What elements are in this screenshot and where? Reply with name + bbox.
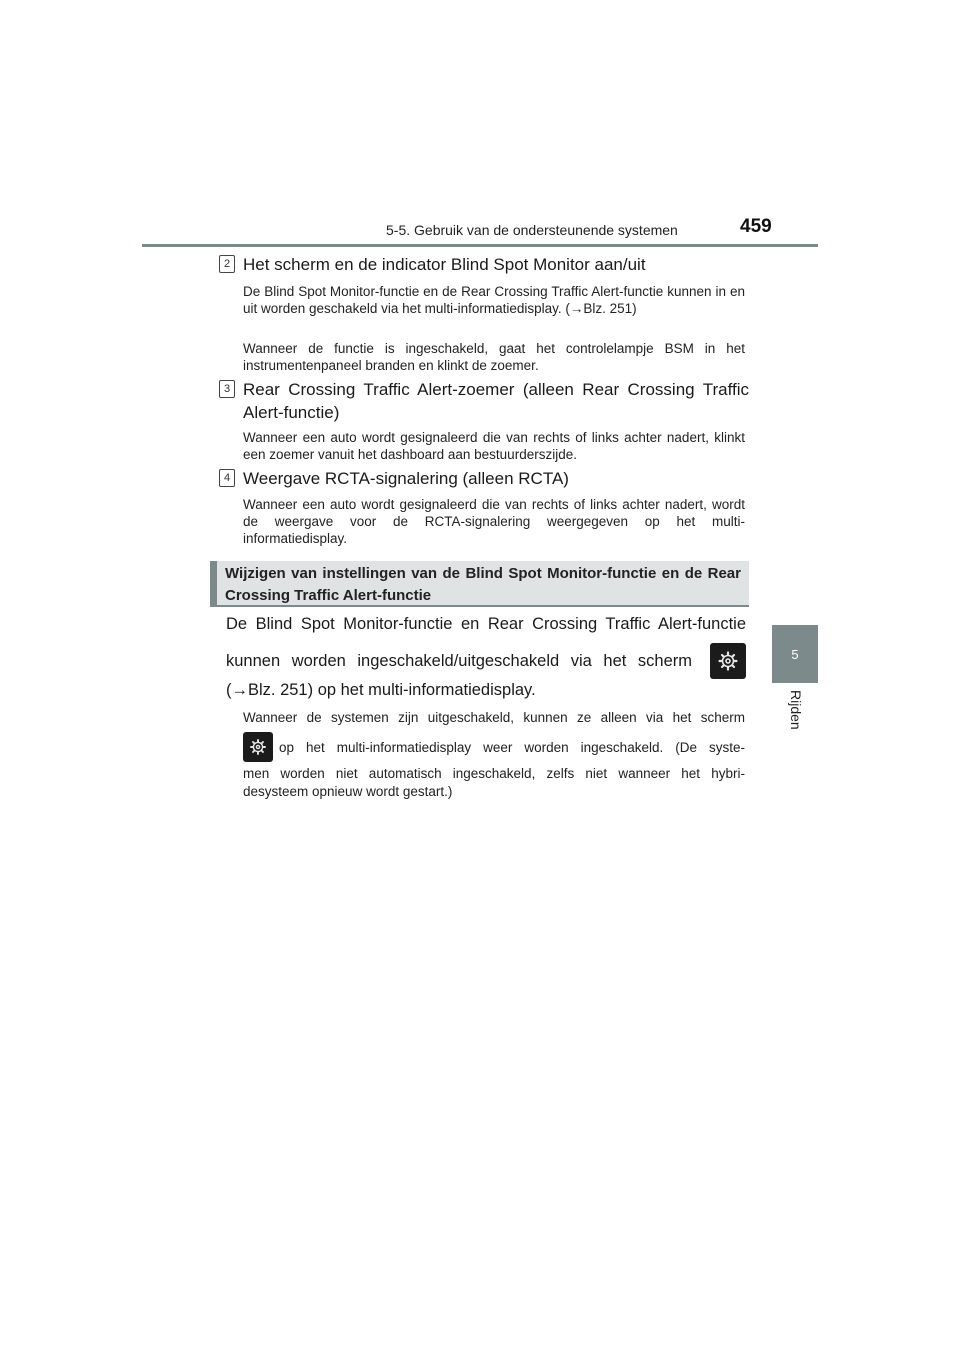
- body-line-2-text: kunnen worden ingeschakeld/uitgeschakeld via het scherm: [226, 651, 692, 670]
- chapter-tab: [772, 625, 818, 683]
- section-title: Wijzigen van instellingen van de Blind Spot Monitor-functie en de Rear Crossing Traffic Alert-functie: [225, 565, 741, 604]
- item-number-badge: 2: [219, 255, 235, 273]
- body-line-2: [226, 643, 746, 679]
- item-3-paragraph-1: Wanneer een auto wordt gesignaleerd die van rechts of links achter nadert, klinkt een zoemer vanuit het dashboard aan bestuurderszijde.: [243, 430, 745, 462]
- item-heading-text: Rear Crossing Traffic Alert-zoemer (alleen Rear Crossing Traffic Alert-functie): [243, 380, 749, 422]
- item-number-badge: 3: [219, 380, 235, 398]
- page-section-title: 5-5. Gebruik van de ondersteunende systemen: [386, 222, 678, 238]
- item-4-paragraph-1: Wanneer een auto wordt gesignaleerd die van rechts of links achter nadert, wordt de weergave voor de RCTA-signalering weergegeven op het multi-informatiedisplay.: [243, 497, 745, 546]
- note-line-4: desysteem opnieuw wordt gestart.): [243, 784, 453, 799]
- gear-icon: [243, 732, 273, 762]
- item-2-heading: [219, 253, 749, 276]
- item-4-heading: [219, 467, 749, 490]
- body-line-3: (→Blz. 251) op het multi-informatiedisplay.: [226, 681, 536, 699]
- section-heading-box: [210, 561, 749, 607]
- chapter-number: 5: [791, 646, 799, 662]
- note-line-1: Wanneer de systemen zijn uitgeschakeld, kunnen ze alleen via het scherm: [243, 710, 745, 725]
- item-2-paragraph-1: De Blind Spot Monitor-functie en de Rear Crossing Traffic Alert-functie kunnen in en uit worden geschakeld via het multi-informatiedisplay. (→Blz. 251): [243, 284, 745, 316]
- gear-icon: [710, 643, 746, 679]
- item-2-paragraph-2: Wanneer de functie is ingeschakeld, gaat het controlelampje BSM in het instrumentenpaneel branden en klinkt de zoemer.: [243, 341, 745, 373]
- body-line-1: De Blind Spot Monitor-functie en Rear Crossing Traffic Alert-functie: [226, 615, 746, 633]
- item-number-badge: 4: [219, 469, 235, 487]
- item-3-heading: [219, 378, 749, 424]
- note-line-3: men worden niet automatisch ingeschakeld, zelfs niet wanneer het hybri-: [243, 766, 745, 781]
- note-line-2: [243, 732, 745, 762]
- item-heading-text: Het scherm en de indicator Blind Spot Monitor aan/uit: [243, 255, 646, 274]
- chapter-label: Rijden: [788, 690, 804, 730]
- page-number: 459: [740, 216, 772, 237]
- header-divider: [142, 244, 818, 247]
- item-heading-text: Weergave RCTA-signalering (alleen RCTA): [243, 469, 569, 488]
- note-line-2-text: op het multi-informatiedisplay weer worden ingeschakeld. (De syste-: [279, 739, 745, 755]
